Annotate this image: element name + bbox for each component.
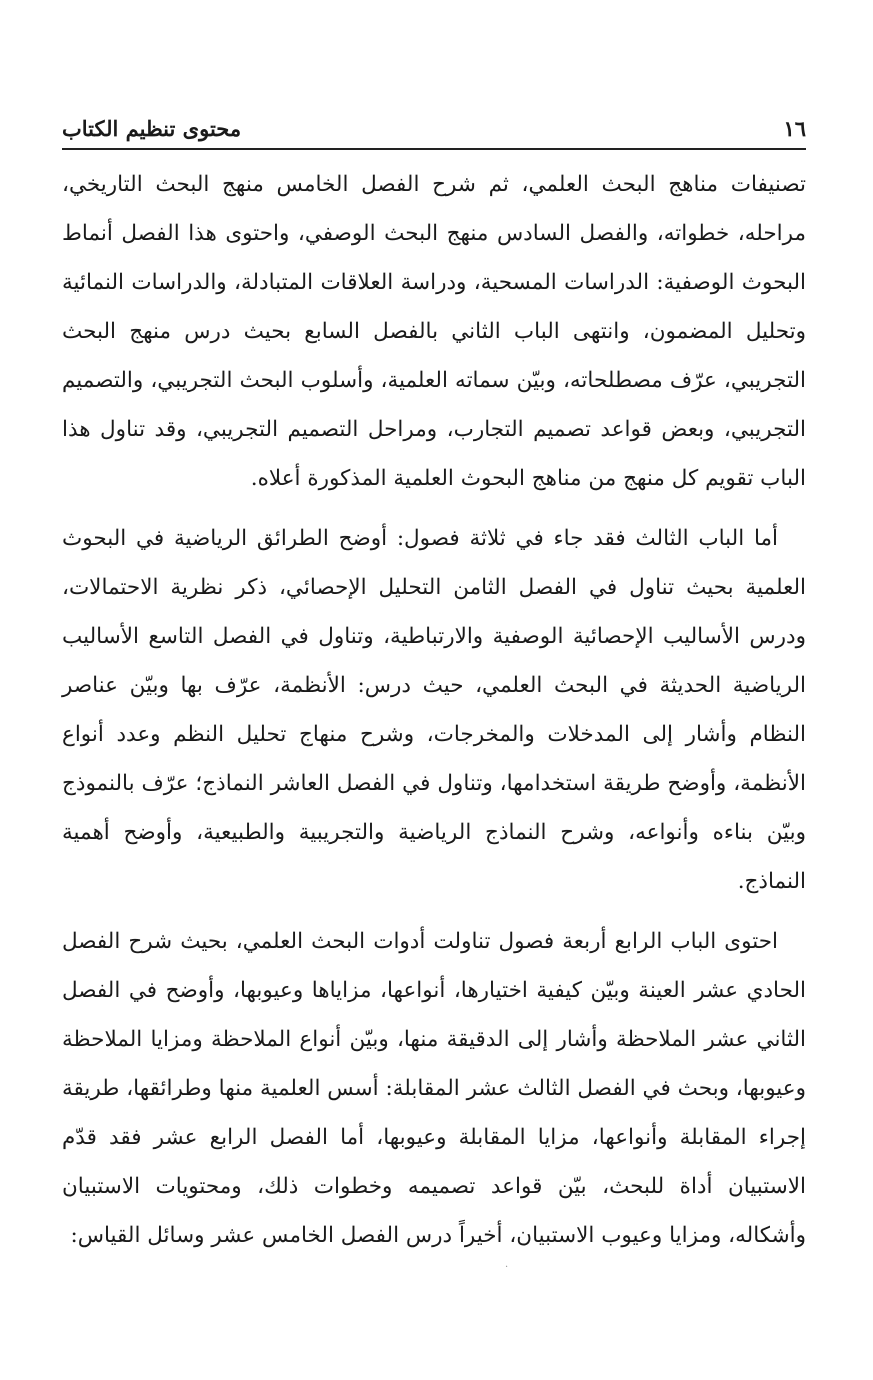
paragraph-continuation: تصنيفات مناهج البحث العلمي، ثم شرح الفصل الخامس منهج البحث التاريخي، مراحله، خطواته، والفصل السادس منهج البحث الوصفي، واحتوى هذا الفصل أنماط البحوث الوصفية: الدراسات المسحية، ودراسة العلاقات المتبادلة، والدراسات النمائية وتحليل المضمون، وانتهى الباب الثاني بالفصل السابع بحيث درس منهج البحث التجريبي، عرّف مصطلحاته، وبيّن سماته العلمية، وأسلوب البحث التجريبي، والتصميم التجريبي، وبعض قواعد تصميم التجارب، ومراحل التصميم التجريبي، وقد تناول هذا الباب تقويم كل منهج من مناهج البحوث العلمية المذكورة أعلاه. <box>62 172 806 491</box>
paragraph-part-three: أما الباب الثالث فقد جاء في ثلاثة فصول: أوضح الطرائق الرياضية في البحوث العلمية بحيث تناول في الفصل الثامن التحليل الإحصائي، ذكر نظرية الاحتمالات، ودرس الأساليب الإحصائية الوصفية والارتباطية، وتناول في الفصل التاسع الأساليب الرياضية الحديثة في البحث العلمي، حيث درس: الأنظمة، عرّف بها وبيّن عناصر النظام وأشار إلى المدخلات والمخرجات، وشرح منهاج تحليل النظم وعدد أنواع الأنظمة، وأوضح طريقة استخدامها، وتناول في الفصل العاشر النماذج؛ عرّف بالنموذج وبيّن بناءه وأنواعه، وشرح النماذج الرياضية والتجريبية والطبيعية، وأوضح أهمية النماذج. <box>62 526 807 894</box>
page-number: ١٦ <box>783 116 806 141</box>
running-title: محتوى تنظيم الكتاب <box>62 116 242 141</box>
scan-speck: · <box>505 1262 509 1273</box>
page-header <box>62 112 806 150</box>
body-text <box>62 160 806 1271</box>
paragraph-part-four: احتوى الباب الرابع أربعة فصول تناولت أدوات البحث العلمي، بحيث شرح الفصل الحادي عشر العينة وبيّن كيفية اختيارها، أنواعها، مزاياها وعيوبها، وأوضح في الفصل الثاني عشر الملاحظة وأشار إلى الدقيقة منها، وبيّن أنواع الملاحظة ومزايا الملاحظة وعيوبها، وبحث في الفصل الثالث عشر المقابلة: أسس العلمية منها وطرائقها، طريقة إجراء المقابلة وأنواعها، مزايا المقابلة وعيوبها، أما الفصل الرابع عشر فقد قدّم الاستبيان أداة للبحث، بيّن قواعد تصميمه وخطوات ذلك، ومحتويات الاستبيان وأشكاله، ومزايا وعيوب الاستبيان، أخيراً درس الفصل الخامس عشر وسائل القياس: <box>62 929 806 1248</box>
